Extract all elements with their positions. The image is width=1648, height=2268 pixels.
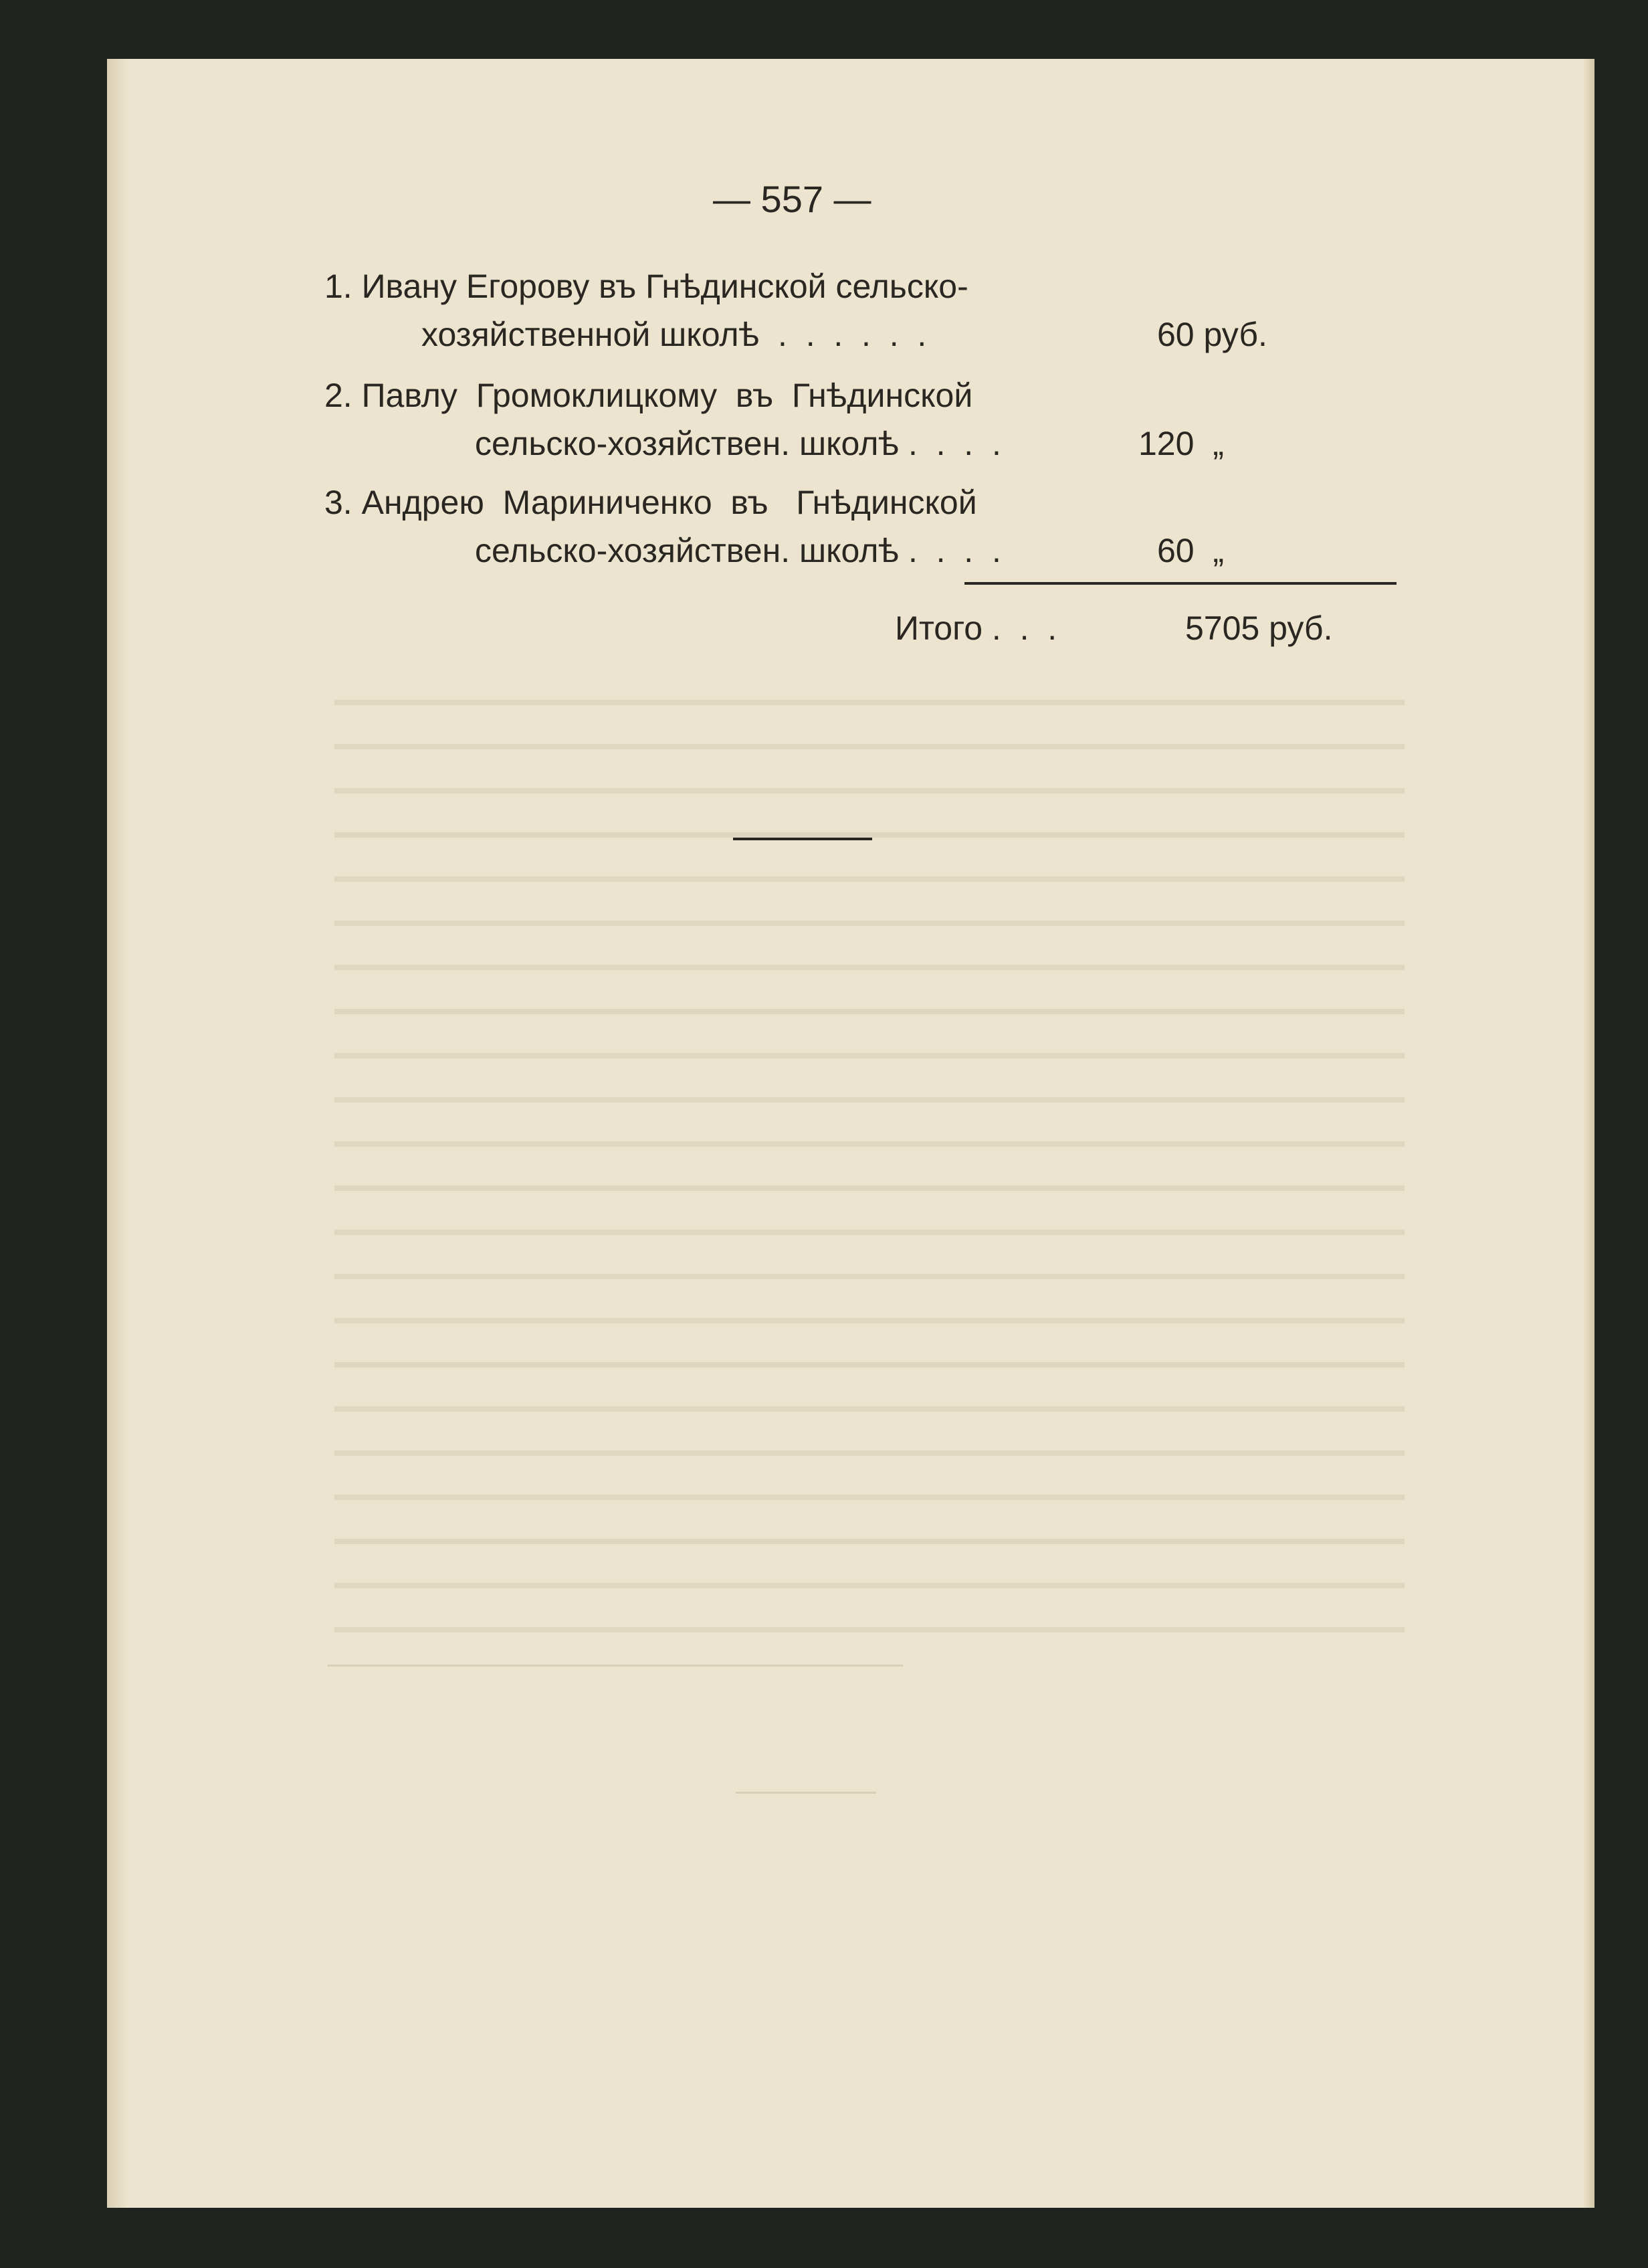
show-through-rule [328,1665,903,1667]
entry-1-line-1: 1. Ивану Егорову въ Гнѣдинской сельско- [324,268,968,305]
entry-2-amount: 120 „ [1138,425,1224,462]
page-spine-shadow [107,59,127,2208]
entry-1-amount: 60 руб. [1157,316,1267,353]
entry-2-line-1: 2. Павлу Громоклицкому въ Гнѣдинской [324,377,973,414]
show-through-rule [736,1792,876,1794]
scanned-page [107,59,1594,2208]
total-rule [964,582,1397,585]
entry-2-line-2: сельско-хозяйствен. школѣ . . . . [475,425,1001,462]
section-end-rule [733,838,872,840]
page-number: — 557 — [713,178,871,220]
total-amount: 5705 руб. [1185,609,1333,647]
show-through-texture [334,674,1405,1651]
entry-3-amount: 60 „ [1157,532,1225,569]
entry-1-line-2: хозяйственной школѣ . . . . . . [421,316,927,353]
page-edge-shadow [1582,59,1594,2208]
total-label: Итого . . . [895,609,1057,647]
entry-3-line-2: сельско-хозяйствен. школѣ . . . . [475,532,1001,569]
entry-3-line-1: 3. Андрею Мариниченко въ Гнѣдинской [324,484,977,521]
